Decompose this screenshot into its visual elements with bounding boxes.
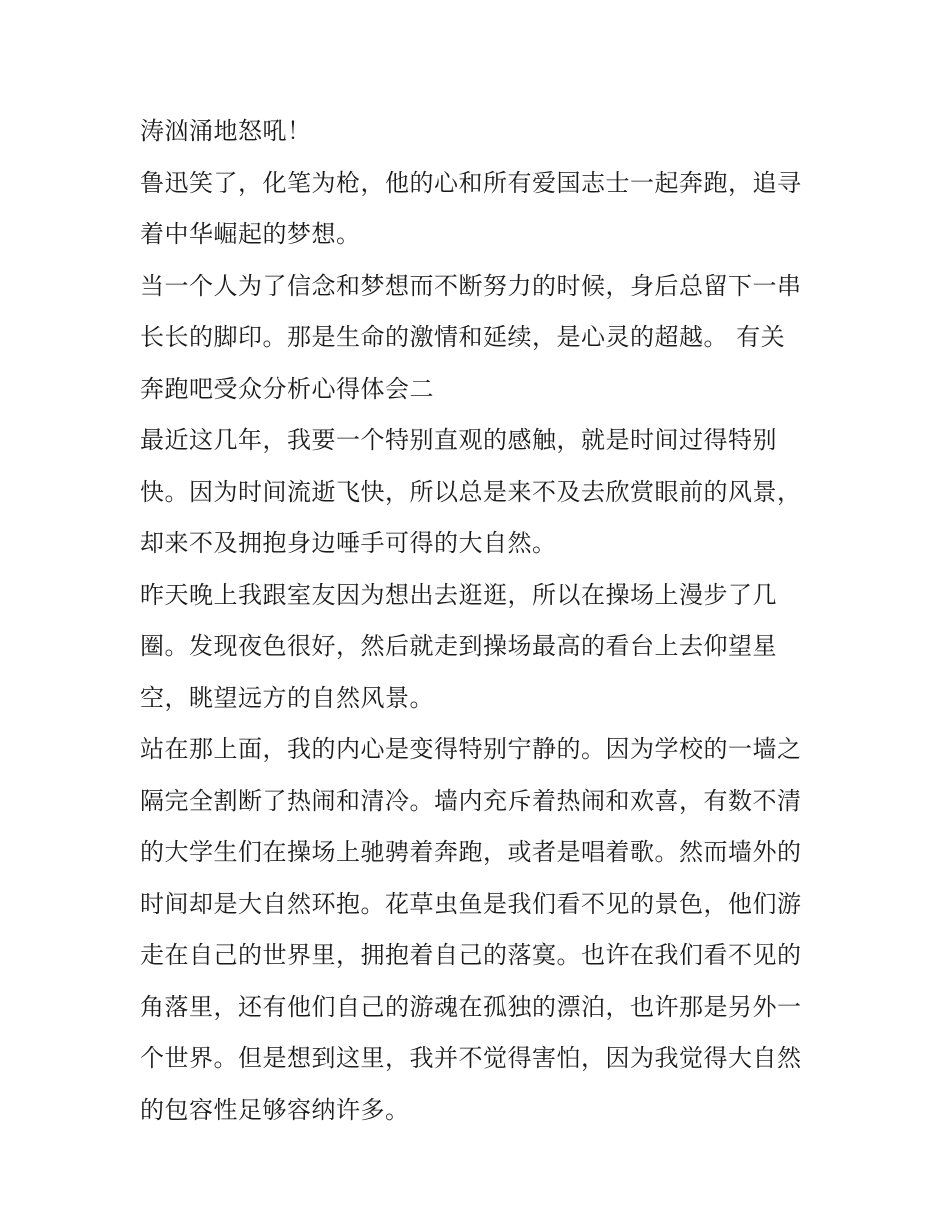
text-line: 最近这几年，我要一个特别直观的感触，就是时间过得特别 [140, 426, 777, 454]
text-line: 空，眺望远方的自然风景。 [140, 683, 434, 712]
text-line: 圈。发现夜色很好，然后就走到操场最高的看台上去仰望星 [140, 632, 777, 660]
text-line: 着中华崛起的梦想。 [140, 220, 361, 248]
document-body [140, 111, 820, 1141]
text-line: 隔完全割断了热闹和清冷。墙内充斥着热闹和欢喜，有数不清 [140, 786, 802, 815]
text-line: 却来不及拥抱身边唾手可得的大自然。 [140, 529, 557, 557]
text-line: 快。因为时间流逝飞快，所以总是来不及去欣赏眼前的风景， [140, 477, 802, 506]
text-line: 角落里，还有他们自己的游魂在孤独的漂泊，也许那是另外一 [140, 992, 802, 1021]
text-line: 鲁迅笑了，化笔为枪，他的心和所有爱国志士一起奔跑，追寻 [140, 168, 802, 197]
text-line: 时间却是大自然环抱。花草虫鱼是我们看不见的景色，他们游 [140, 889, 802, 918]
text-line: 走在自己的世界里，拥抱着自己的落寞。也许在我们看不见的 [140, 941, 802, 969]
text-line: 涛汹涌地怒吼！ [140, 117, 312, 145]
text-line: 个世界。但是想到这里，我并不觉得害怕，因为我觉得大自然 [140, 1044, 802, 1072]
text-line: 的包容性足够容纳许多。 [140, 1095, 410, 1124]
text-line: 奔跑吧受众分析心得体会二 [140, 374, 434, 403]
text-line: 的大学生们在操场上驰骋着奔跑，或者是唱着歌。然而墙外的 [140, 838, 802, 866]
text-line: 长长的脚印。那是生命的激情和延续，是心灵的超越。 有关 [140, 323, 786, 351]
text-line: 昨天晚上我跟室友因为想出去逛逛，所以在操场上漫步了几 [140, 580, 777, 609]
text-line: 站在那上面，我的内心是变得特别宁静的。因为学校的一墙之 [140, 735, 802, 763]
text-line: 当一个人为了信念和梦想而不断努力的时候，身后总留下一串 [140, 271, 802, 300]
